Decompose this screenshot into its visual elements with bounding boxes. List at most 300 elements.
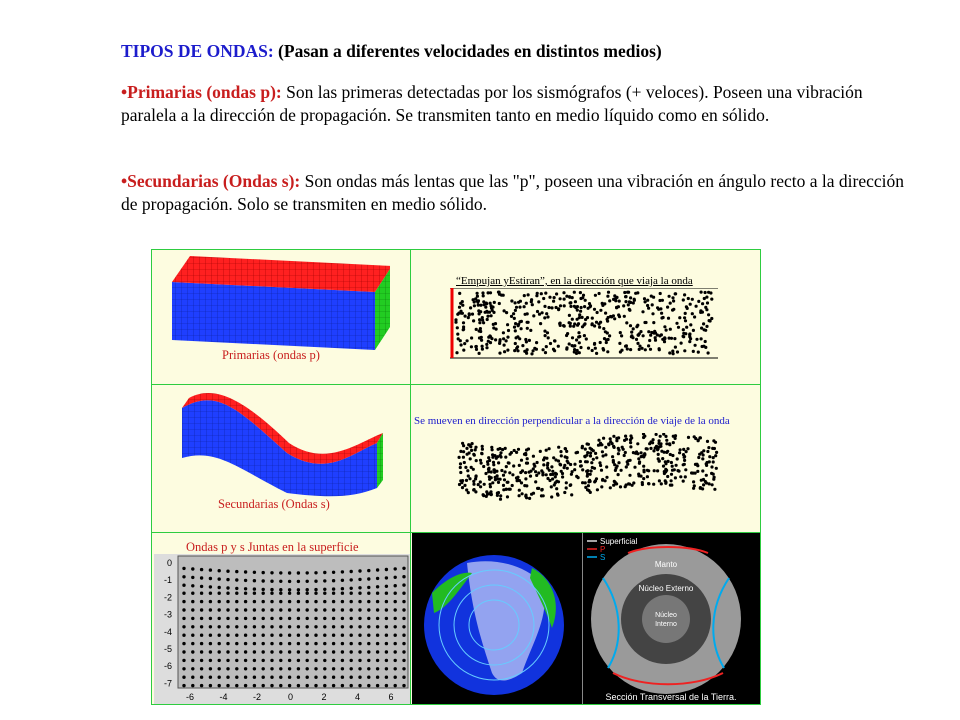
particle-dot	[620, 334, 623, 337]
particle-dot	[306, 600, 309, 603]
particle-dot	[579, 346, 582, 349]
particle-dot	[551, 477, 554, 480]
p-wave-particle-plot	[450, 288, 720, 360]
particle-dot	[560, 470, 563, 473]
particle-dot	[402, 600, 405, 603]
particle-dot	[200, 684, 203, 687]
particle-dot	[270, 642, 273, 645]
particle-dot	[465, 488, 468, 491]
particle-dot	[706, 301, 709, 304]
particle-dot	[583, 455, 586, 458]
particle-dot	[635, 325, 638, 328]
particle-dot	[486, 463, 489, 466]
particle-dot	[624, 300, 627, 303]
particle-dot	[609, 486, 612, 489]
y-tick-label: -3	[163, 609, 172, 620]
particle-dot	[609, 315, 612, 318]
particle-dot	[653, 469, 656, 472]
particle-dot	[279, 608, 282, 611]
particle-dot	[479, 310, 482, 313]
particle-dot	[705, 474, 708, 477]
particle-dot	[367, 659, 370, 662]
particle-dot	[489, 341, 492, 344]
particle-dot	[458, 292, 461, 295]
particle-dot	[694, 344, 697, 347]
particle-dot	[604, 453, 607, 456]
particle-dot	[226, 570, 229, 573]
particle-dot	[511, 484, 514, 487]
particle-dot	[270, 667, 273, 670]
particle-dot	[670, 479, 673, 482]
particle-dot	[209, 600, 212, 603]
particle-dot	[341, 608, 344, 611]
particle-dot	[551, 473, 554, 476]
particle-dot	[191, 667, 194, 670]
particle-dot	[515, 476, 518, 479]
particle-dot	[599, 309, 602, 312]
particle-dot	[297, 600, 300, 603]
particle-dot	[579, 291, 582, 294]
particle-dot	[200, 642, 203, 645]
particle-dot	[576, 318, 579, 321]
particle-dot	[674, 346, 677, 349]
particle-dot	[560, 454, 563, 457]
particle-dot	[649, 334, 652, 337]
particle-dot	[460, 343, 463, 346]
particle-dot	[306, 580, 309, 583]
particle-dot	[244, 592, 247, 595]
particle-dot	[226, 578, 229, 581]
particle-dot	[546, 315, 549, 318]
particle-dot	[663, 325, 666, 328]
particle-dot	[526, 321, 529, 324]
particle-dot	[581, 481, 584, 484]
particle-dot	[642, 477, 645, 480]
particle-dot	[568, 342, 571, 345]
particle-dot	[697, 439, 700, 442]
particle-dot	[279, 676, 282, 679]
heading-title: TIPOS DE ONDAS:	[121, 41, 274, 61]
particle-dot	[695, 338, 698, 341]
particle-dot	[586, 451, 589, 454]
particle-dot	[507, 461, 510, 464]
particle-dot	[503, 478, 506, 481]
particle-dot	[288, 588, 291, 591]
particle-dot	[713, 488, 716, 491]
particle-dot	[182, 684, 185, 687]
particle-dot	[505, 465, 508, 468]
particle-dot	[244, 642, 247, 645]
particle-dot	[314, 659, 317, 662]
particle-dot	[704, 329, 707, 332]
particle-dot	[394, 625, 397, 628]
particle-dot	[209, 642, 212, 645]
particle-dot	[376, 577, 379, 580]
particle-dot	[568, 296, 571, 299]
particle-dot	[579, 465, 582, 468]
particle-dot	[323, 571, 326, 574]
particle-dot	[474, 446, 477, 449]
particle-dot	[341, 579, 344, 582]
particle-dot	[636, 342, 639, 345]
particle-dot	[692, 329, 695, 332]
particle-dot	[226, 650, 229, 653]
particle-dot	[508, 471, 511, 474]
particle-dot	[608, 299, 611, 302]
particle-dot	[279, 634, 282, 637]
particle-dot	[623, 315, 626, 318]
particle-dot	[710, 472, 713, 475]
particle-dot	[244, 684, 247, 687]
particle-dot	[490, 314, 493, 317]
particle-dot	[603, 302, 606, 305]
particle-dot	[571, 318, 574, 321]
particle-dot	[200, 650, 203, 653]
particle-dot	[314, 580, 317, 583]
particle-dot	[685, 450, 688, 453]
particle-dot	[459, 466, 462, 469]
particle-dot	[459, 450, 462, 453]
particle-dot	[514, 329, 517, 332]
particle-dot	[671, 469, 674, 472]
particle-dot	[524, 471, 527, 474]
particle-dot	[575, 451, 578, 454]
particle-dot	[604, 312, 607, 315]
particle-dot	[647, 482, 650, 485]
particle-dot	[314, 592, 317, 595]
particle-dot	[475, 348, 478, 351]
particle-dot	[499, 455, 502, 458]
particle-dot	[571, 336, 574, 339]
particle-dot	[557, 307, 560, 310]
particle-dot	[358, 608, 361, 611]
particle-dot	[332, 617, 335, 620]
particle-dot	[617, 473, 620, 476]
particle-dot	[627, 303, 630, 306]
particle-dot	[629, 301, 632, 304]
particle-dot	[270, 580, 273, 583]
particle-dot	[598, 461, 601, 464]
particle-dot	[578, 313, 581, 316]
particle-dot	[497, 481, 500, 484]
particle-dot	[288, 592, 291, 595]
particle-dot	[613, 463, 616, 466]
particle-dot	[235, 600, 238, 603]
particle-dot	[523, 294, 526, 297]
particle-dot	[648, 442, 651, 445]
particle-dot	[486, 315, 489, 318]
particle-dot	[563, 304, 566, 307]
particle-dot	[270, 592, 273, 595]
particle-dot	[593, 467, 596, 470]
particle-dot	[481, 448, 484, 451]
particle-dot	[358, 650, 361, 653]
particle-dot	[376, 625, 379, 628]
particle-dot	[350, 600, 353, 603]
particle-dot	[606, 350, 609, 353]
particle-dot	[518, 306, 521, 309]
particle-dot	[253, 684, 256, 687]
particle-dot	[332, 667, 335, 670]
particle-dot	[332, 684, 335, 687]
particle-dot	[590, 448, 593, 451]
particle-dot	[697, 300, 700, 303]
particle-dot	[479, 304, 482, 307]
particle-dot	[358, 586, 361, 589]
particle-dot	[502, 488, 505, 491]
particle-dot	[332, 676, 335, 679]
particle-dot	[666, 450, 669, 453]
particle-dot	[262, 579, 265, 582]
particle-dot	[358, 676, 361, 679]
particle-dot	[541, 311, 544, 314]
particle-dot	[524, 477, 527, 480]
particle-dot	[678, 316, 681, 319]
particle-dot	[643, 297, 646, 300]
particle-dot	[542, 297, 545, 300]
particle-dot	[647, 330, 650, 333]
x-tick-label: 4	[354, 692, 361, 702]
particle-dot	[481, 319, 484, 322]
particle-dot	[367, 642, 370, 645]
particle-dot	[191, 659, 194, 662]
particle-dot	[586, 316, 589, 319]
particle-dot	[473, 454, 476, 457]
particle-dot	[235, 608, 238, 611]
particle-dot	[497, 461, 500, 464]
particle-dot	[235, 642, 238, 645]
particle-dot	[593, 324, 596, 327]
particle-dot	[669, 453, 672, 456]
particle-dot	[297, 571, 300, 574]
particle-dot	[226, 667, 229, 670]
particle-dot	[642, 465, 645, 468]
particle-dot	[262, 588, 265, 591]
particle-dot	[539, 322, 542, 325]
particle-dot	[626, 460, 629, 463]
particle-dot	[602, 348, 605, 351]
particle-dot	[640, 451, 643, 454]
particle-dot	[690, 471, 693, 474]
particle-dot	[367, 667, 370, 670]
particle-dot	[209, 568, 212, 571]
particle-dot	[288, 634, 291, 637]
particle-dot	[552, 300, 555, 303]
particle-dot	[385, 642, 388, 645]
ps-wave-caption: Ondas p y s Juntas en la superficie	[186, 540, 359, 554]
particle-dot	[662, 433, 665, 436]
particle-dot	[711, 483, 714, 486]
particle-dot	[573, 305, 576, 308]
particle-dot	[709, 291, 712, 294]
particle-dot	[478, 329, 481, 332]
particle-dot	[600, 485, 603, 488]
particle-dot	[651, 303, 654, 306]
particle-dot	[332, 579, 335, 582]
particle-dot	[706, 440, 709, 443]
particle-dot	[625, 321, 628, 324]
particle-dot	[595, 456, 598, 459]
particle-dot	[323, 579, 326, 582]
particle-dot	[632, 327, 635, 330]
particle-dot	[350, 659, 353, 662]
particle-dot	[279, 580, 282, 583]
particle-dot	[323, 667, 326, 670]
particle-dot	[586, 442, 589, 445]
particle-dot	[504, 470, 507, 473]
particle-dot	[235, 659, 238, 662]
particle-dot	[647, 344, 650, 347]
particle-dot	[358, 625, 361, 628]
particle-dot	[270, 600, 273, 603]
particle-dot	[279, 588, 282, 591]
particle-dot	[670, 461, 673, 464]
particle-dot	[553, 339, 556, 342]
particle-dot	[499, 338, 502, 341]
particle-dot	[244, 600, 247, 603]
particle-dot	[209, 676, 212, 679]
particle-dot	[472, 483, 475, 486]
particle-dot	[565, 456, 568, 459]
particle-dot	[523, 305, 526, 308]
particle-dot	[235, 676, 238, 679]
particle-dot	[494, 478, 497, 481]
particle-dot	[498, 291, 501, 294]
heading-subtitle: (Pasan a diferentes velocidades en distintos medios)	[278, 41, 662, 61]
particle-dot	[288, 600, 291, 603]
particle-dot	[517, 324, 520, 327]
particle-dot	[686, 447, 689, 450]
particle-dot	[226, 592, 229, 595]
particle-dot	[182, 584, 185, 587]
particle-dot	[191, 625, 194, 628]
particle-dot	[367, 608, 370, 611]
particle-dot	[469, 457, 472, 460]
particle-dot	[637, 457, 640, 460]
particle-dot	[376, 667, 379, 670]
particle-dot	[603, 337, 606, 340]
particle-dot	[693, 315, 696, 318]
particle-dot	[182, 650, 185, 653]
particle-dot	[350, 592, 353, 595]
particle-dot	[332, 592, 335, 595]
particle-dot	[557, 345, 560, 348]
particle-dot	[472, 319, 475, 322]
particle-dot	[553, 483, 556, 486]
particle-dot	[496, 494, 499, 497]
particle-dot	[701, 457, 704, 460]
particle-dot	[262, 600, 265, 603]
particle-dot	[597, 439, 600, 442]
particle-dot	[649, 447, 652, 450]
particle-dot	[394, 600, 397, 603]
particle-dot	[543, 305, 546, 308]
particle-dot	[191, 592, 194, 595]
particle-dot	[683, 316, 686, 319]
particle-dot	[461, 479, 464, 482]
particle-dot	[583, 305, 586, 308]
y-tick-label: 0	[166, 558, 172, 568]
particle-dot	[529, 329, 532, 332]
particle-dot	[481, 345, 484, 348]
y-tick-label: -6	[163, 661, 172, 672]
particle-dot	[676, 350, 679, 353]
particle-dot	[598, 292, 601, 295]
particle-dot	[482, 465, 485, 468]
particle-dot	[367, 650, 370, 653]
earth-cross-section	[583, 533, 760, 704]
particle-dot	[323, 608, 326, 611]
particle-dot	[297, 625, 300, 628]
particle-dot	[664, 435, 667, 438]
particle-dot	[200, 617, 203, 620]
particle-dot	[182, 659, 185, 662]
particle-dot	[473, 304, 476, 307]
particle-dot	[614, 481, 617, 484]
bullet-term: Primarias (ondas p):	[127, 82, 282, 102]
y-tick-label: -2	[163, 592, 172, 603]
particle-dot	[498, 342, 501, 345]
particle-dot	[235, 578, 238, 581]
particle-dot	[209, 592, 212, 595]
particle-dot	[703, 297, 706, 300]
particle-dot	[634, 292, 637, 295]
particle-dot	[402, 684, 405, 687]
particle-dot	[684, 319, 687, 322]
particle-dot	[332, 659, 335, 662]
particle-dot	[494, 338, 497, 341]
particle-dot	[565, 295, 568, 298]
particle-dot	[385, 650, 388, 653]
particle-dot	[601, 450, 604, 453]
particle-dot	[710, 465, 713, 468]
particle-dot	[626, 291, 629, 294]
particle-dot	[549, 342, 552, 345]
bullet-marker: •	[121, 82, 128, 102]
particle-dot	[663, 451, 666, 454]
particle-dot	[488, 334, 491, 337]
particle-dot	[519, 471, 522, 474]
particle-dot	[577, 331, 580, 334]
particle-dot	[402, 634, 405, 637]
particle-dot	[704, 291, 707, 294]
particle-dot	[537, 471, 540, 474]
y-tick-label: -7	[163, 678, 172, 689]
particle-dot	[689, 323, 692, 326]
particle-dot	[479, 480, 482, 483]
particle-dot	[595, 321, 598, 324]
particle-dot	[402, 650, 405, 653]
particle-dot	[547, 306, 550, 309]
particle-dot	[591, 322, 594, 325]
particle-dot	[341, 570, 344, 573]
particle-dot	[679, 475, 682, 478]
particle-dot	[306, 684, 309, 687]
particle-dot	[525, 496, 528, 499]
particle-dot	[707, 446, 710, 449]
particle-dot	[586, 460, 589, 463]
particle-dot	[502, 474, 505, 477]
particle-dot	[394, 642, 397, 645]
bullet-text: Son ondas más lentas que las "p", poseen una vibración en ángulo recto a la dirección de propagación. Solo se transmiten en medio sólido.	[121, 171, 904, 214]
particle-dot	[332, 571, 335, 574]
particle-dot	[642, 334, 645, 337]
particle-dot	[629, 348, 632, 351]
particle-dot	[253, 659, 256, 662]
particle-dot	[191, 650, 194, 653]
particle-dot	[543, 316, 546, 319]
particle-dot	[481, 348, 484, 351]
